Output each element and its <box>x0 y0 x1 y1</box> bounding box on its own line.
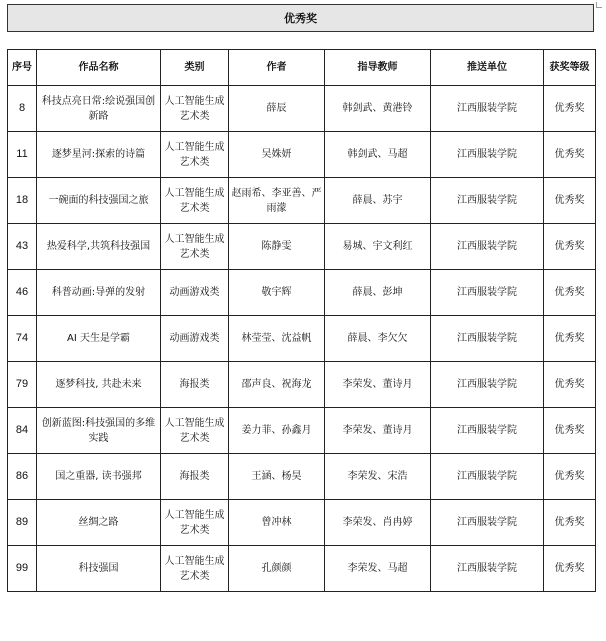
header-work: 作品名称 <box>37 50 161 86</box>
cell-author: 邵声良、祝海龙 <box>229 362 325 408</box>
header-author: 作者 <box>229 50 325 86</box>
cell-author: 林莹莹、沈益帆 <box>229 316 325 362</box>
cell-award: 优秀奖 <box>544 454 596 500</box>
cell-id: 46 <box>8 270 37 316</box>
cell-work: 科技强国 <box>37 546 161 592</box>
cell-unit: 江西服装学院 <box>431 224 544 270</box>
cell-id: 43 <box>8 224 37 270</box>
cell-teacher: 李荣发、董诗月 <box>325 408 431 454</box>
cell-author: 吴姝妍 <box>229 132 325 178</box>
cell-work: 科技点亮日常:绘说强国创新路 <box>37 86 161 132</box>
cell-teacher: 薛晨、彭坤 <box>325 270 431 316</box>
cell-category: 人工智能生成艺术类 <box>161 178 229 224</box>
cell-teacher: 韩剑武、马超 <box>325 132 431 178</box>
cell-id: 99 <box>8 546 37 592</box>
cell-award: 优秀奖 <box>544 500 596 546</box>
cell-work: 逐梦科技, 共赴未来 <box>37 362 161 408</box>
table-row <box>8 546 596 592</box>
cell-unit: 江西服装学院 <box>431 408 544 454</box>
table-row <box>8 224 596 270</box>
cell-unit: 江西服装学院 <box>431 454 544 500</box>
cell-id: 8 <box>8 86 37 132</box>
header-category: 类别 <box>161 50 229 86</box>
cell-award: 优秀奖 <box>544 362 596 408</box>
table-row <box>8 86 596 132</box>
cell-unit: 江西服装学院 <box>431 132 544 178</box>
cell-id: 84 <box>8 408 37 454</box>
cell-teacher: 李荣发、马超 <box>325 546 431 592</box>
cell-work: 一碗面的科技强国之旅 <box>37 178 161 224</box>
cell-award: 优秀奖 <box>544 86 596 132</box>
table-row <box>8 454 596 500</box>
cell-teacher: 李荣发、董诗月 <box>325 362 431 408</box>
cell-unit: 江西服装学院 <box>431 500 544 546</box>
page-title-text: 优秀奖 <box>284 12 317 25</box>
cell-id: 86 <box>8 454 37 500</box>
cell-work: 丝绸之路 <box>37 500 161 546</box>
cell-author: 曾冲林 <box>229 500 325 546</box>
cell-teacher: 李荣发、宋浩 <box>325 454 431 500</box>
cell-category: 动画游戏类 <box>161 316 229 362</box>
cell-unit: 江西服装学院 <box>431 178 544 224</box>
cell-id: 79 <box>8 362 37 408</box>
cell-teacher: 李荣发、肖冉婷 <box>325 500 431 546</box>
cell-award: 优秀奖 <box>544 408 596 454</box>
awards-table <box>7 49 596 592</box>
header-id: 序号 <box>8 50 37 86</box>
cell-teacher: 薛晨、李欠欠 <box>325 316 431 362</box>
cell-category: 人工智能生成艺术类 <box>161 86 229 132</box>
table-header-row <box>8 50 596 86</box>
cell-id: 18 <box>8 178 37 224</box>
cell-work: 热爱科学,共筑科技强国 <box>37 224 161 270</box>
cell-unit: 江西服装学院 <box>431 86 544 132</box>
cell-author: 薛辰 <box>229 86 325 132</box>
table-row <box>8 132 596 178</box>
cell-work: 逐梦星河:探索的诗篇 <box>37 132 161 178</box>
cell-author: 赵雨希、李亚善、严雨濛 <box>229 178 325 224</box>
cell-award: 优秀奖 <box>544 270 596 316</box>
cell-author: 王涵、杨昊 <box>229 454 325 500</box>
cell-teacher: 易城、宇文利红 <box>325 224 431 270</box>
cell-unit: 江西服装学院 <box>431 316 544 362</box>
cell-category: 人工智能生成艺术类 <box>161 500 229 546</box>
cell-work: AI 天生是学霸 <box>37 316 161 362</box>
cell-category: 动画游戏类 <box>161 270 229 316</box>
cell-award: 优秀奖 <box>544 132 596 178</box>
table-row <box>8 316 596 362</box>
table-row <box>8 270 596 316</box>
cell-id: 89 <box>8 500 37 546</box>
page-title <box>7 4 594 32</box>
cell-id: 74 <box>8 316 37 362</box>
cell-work: 国之重器, 读书强邦 <box>37 454 161 500</box>
cell-author: 陈静雯 <box>229 224 325 270</box>
table-row <box>8 178 596 224</box>
cell-category: 人工智能生成艺术类 <box>161 132 229 178</box>
cell-award: 优秀奖 <box>544 546 596 592</box>
table-row <box>8 362 596 408</box>
table-row <box>8 500 596 546</box>
cell-award: 优秀奖 <box>544 316 596 362</box>
page-corner-mark <box>596 2 602 8</box>
cell-author: 孔颜颜 <box>229 546 325 592</box>
header-teacher: 指导教师 <box>325 50 431 86</box>
cell-unit: 江西服装学院 <box>431 546 544 592</box>
cell-work: 科普动画:导弹的发射 <box>37 270 161 316</box>
cell-teacher: 韩剑武、黄港铃 <box>325 86 431 132</box>
cell-work: 创新蓝图:科技强国的多维实践 <box>37 408 161 454</box>
cell-award: 优秀奖 <box>544 178 596 224</box>
cell-unit: 江西服装学院 <box>431 270 544 316</box>
cell-category: 人工智能生成艺术类 <box>161 408 229 454</box>
cell-category: 海报类 <box>161 454 229 500</box>
cell-category: 人工智能生成艺术类 <box>161 224 229 270</box>
cell-award: 优秀奖 <box>544 224 596 270</box>
cell-id: 11 <box>8 132 37 178</box>
cell-category: 人工智能生成艺术类 <box>161 546 229 592</box>
cell-teacher: 薛晨、苏宇 <box>325 178 431 224</box>
cell-unit: 江西服装学院 <box>431 362 544 408</box>
table-row <box>8 408 596 454</box>
header-award: 获奖等级 <box>544 50 596 86</box>
cell-author: 姜力菲、孙鑫月 <box>229 408 325 454</box>
header-unit: 推送单位 <box>431 50 544 86</box>
cell-category: 海报类 <box>161 362 229 408</box>
cell-author: 敬宇辉 <box>229 270 325 316</box>
